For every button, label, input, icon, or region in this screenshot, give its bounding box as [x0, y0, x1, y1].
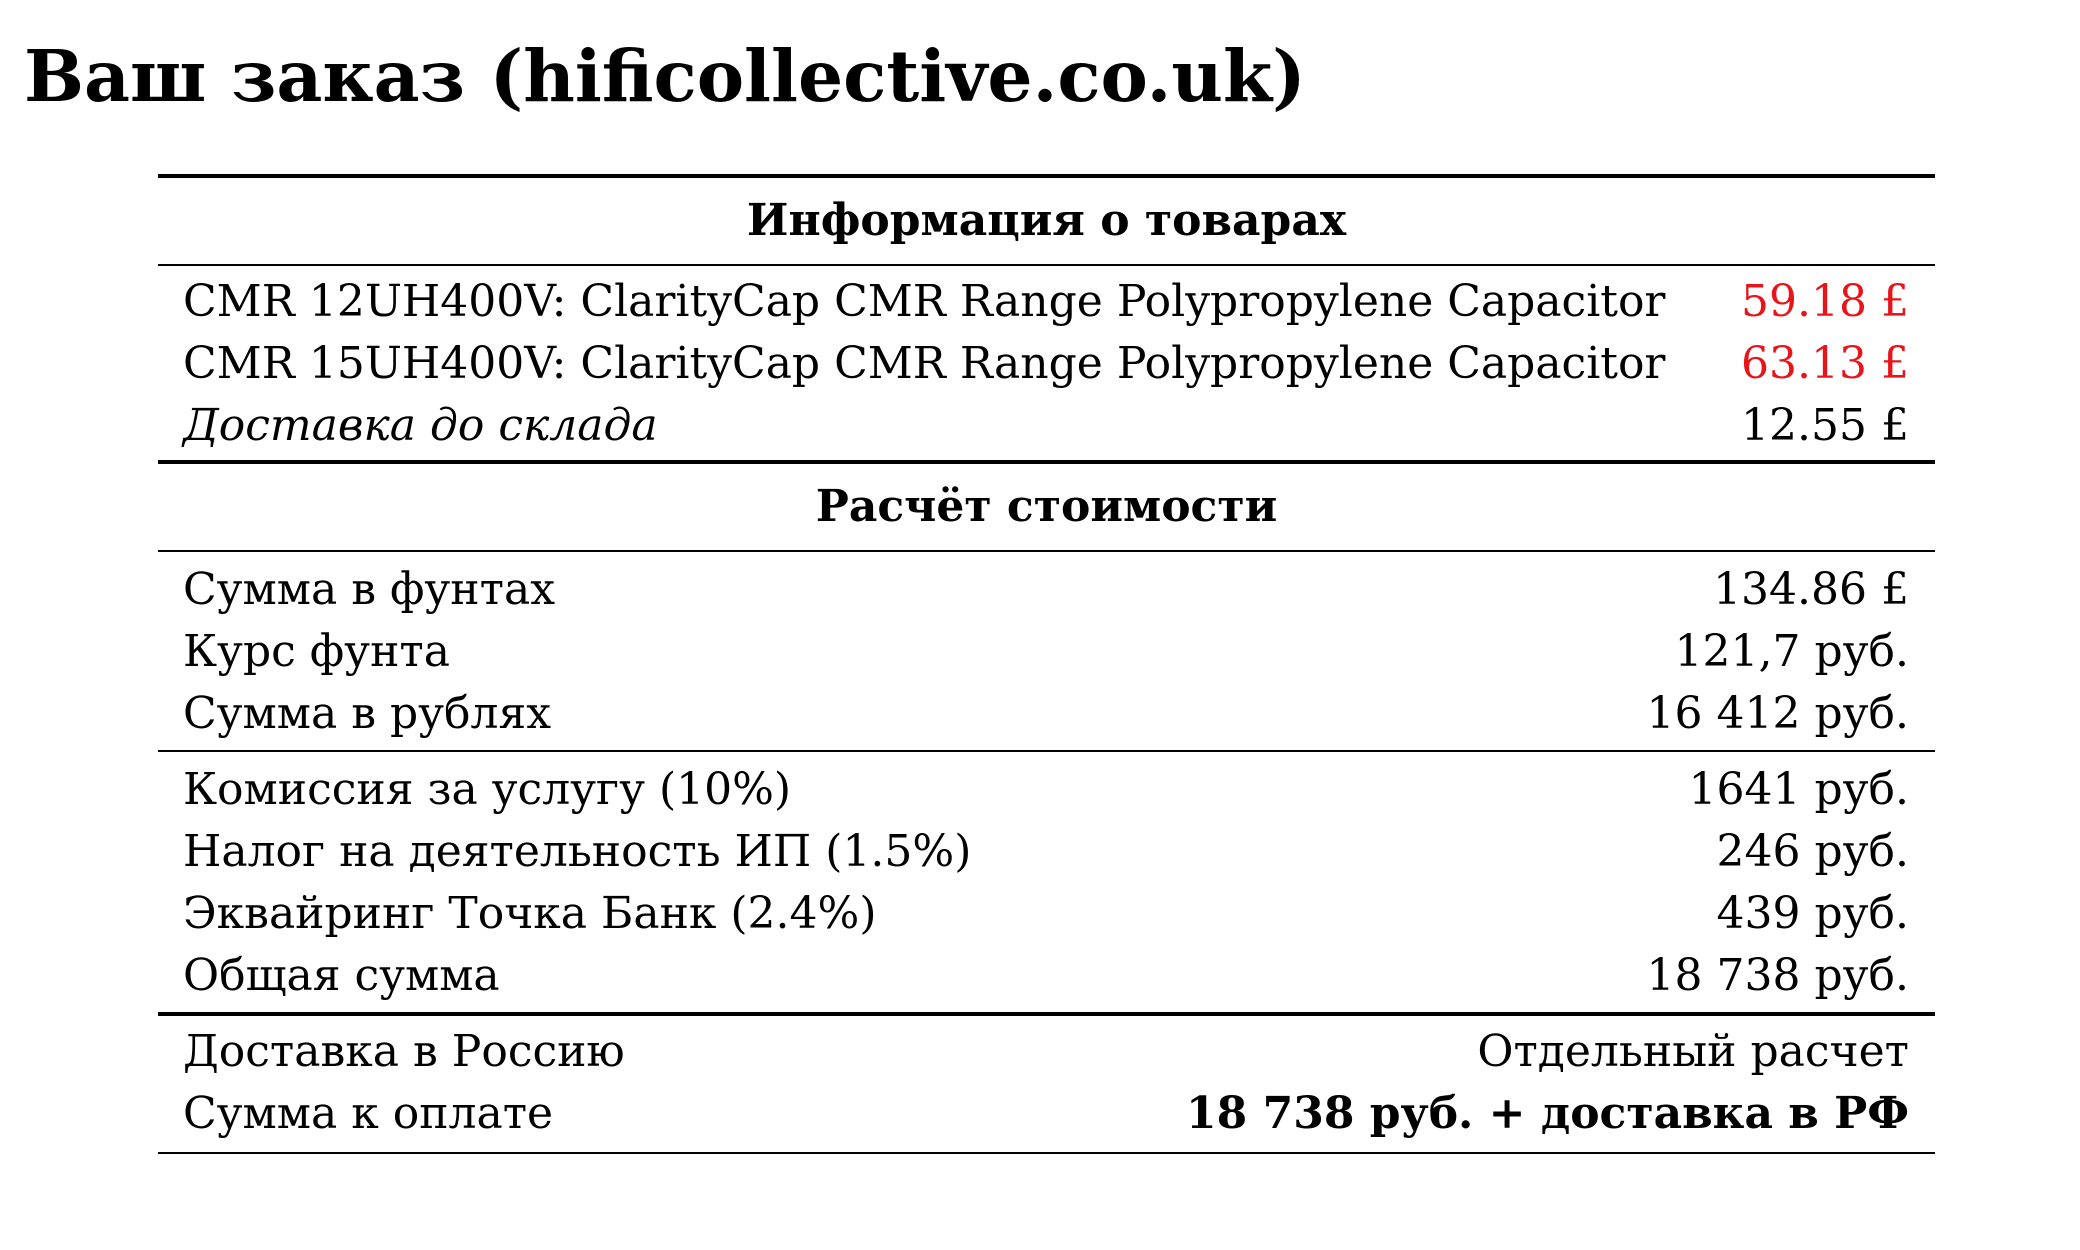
list-item: [183, 882, 1909, 944]
conversion-group: [158, 552, 1935, 750]
fees-group: [158, 752, 1935, 1012]
row-value: 246 руб.: [1716, 825, 1909, 877]
list-item: [183, 682, 1909, 744]
row-label: Курс фунта: [183, 625, 450, 677]
warehouse-delivery-value: 12.55 £: [1741, 399, 1909, 451]
row-label: Налог на деятельность ИП (1.5%): [183, 825, 972, 877]
amount-due-value: 18 738 руб. + доставка в РФ: [1186, 1087, 1909, 1139]
row-label: Эквайринг Точка Банк (2.4%): [183, 887, 877, 939]
row-label: Сумма в фунтах: [183, 563, 556, 615]
product-price: 63.13 £: [1741, 337, 1909, 389]
amount-due-label: Сумма к оплате: [183, 1087, 554, 1139]
calculation-section-heading: Расчёт стоимости: [815, 481, 1278, 532]
row-value: 121,7 руб.: [1674, 625, 1909, 677]
list-item: [183, 820, 1909, 882]
total-label: Общая сумма: [183, 949, 500, 1001]
row-label: Сумма в рублях: [183, 687, 552, 739]
product-row: [183, 332, 1909, 394]
russia-delivery-label: Доставка в Россию: [183, 1025, 625, 1077]
row-value: 1641 руб.: [1688, 763, 1909, 815]
page-title: Ваш заказ (hificollective.co.uk): [24, 34, 1306, 118]
amount-due-row: [183, 1082, 1909, 1144]
warehouse-delivery-row: [183, 394, 1909, 456]
total-value: 18 738 руб.: [1646, 949, 1909, 1001]
products-group: [158, 266, 1935, 460]
row-value: 16 412 руб.: [1646, 687, 1909, 739]
russia-delivery-value: Отдельный расчет: [1477, 1025, 1909, 1077]
row-value: 134.86 £: [1713, 563, 1909, 615]
final-group: [158, 1016, 1935, 1152]
product-price: 59.18 £: [1741, 275, 1909, 327]
product-name: CMR 12UH400V: ClarityCap CMR Range Polypropylene Capacitor: [183, 275, 1666, 327]
products-section-heading: Информация о товарах: [746, 195, 1347, 246]
list-item: [183, 758, 1909, 820]
list-item: [183, 558, 1909, 620]
product-name: CMR 15UH400V: ClarityCap CMR Range Polypropylene Capacitor: [183, 337, 1666, 389]
warehouse-delivery-label: Доставка до склада: [183, 399, 658, 451]
row-label: Комиссия за услугу (10%): [183, 763, 792, 815]
order-summary-table: [158, 174, 1935, 1154]
list-item: [183, 620, 1909, 682]
table-bottom-rule: [158, 1152, 1935, 1154]
total-row: [183, 944, 1909, 1006]
row-value: 439 руб.: [1716, 887, 1909, 939]
product-row: [183, 270, 1909, 332]
russia-delivery-row: [183, 1020, 1909, 1082]
